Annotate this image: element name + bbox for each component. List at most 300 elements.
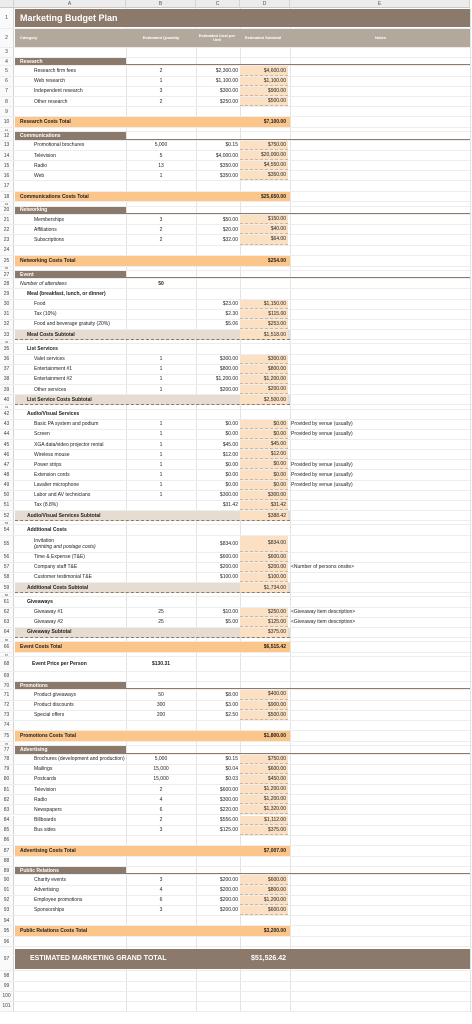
item-label[interactable]: Company staff T&E [34, 564, 78, 571]
row-number[interactable]: 94 [0, 916, 14, 925]
item-quantity[interactable]: 50 [158, 691, 164, 698]
item-label[interactable]: Sponsorships [34, 907, 65, 914]
item-label[interactable]: Affiliations [34, 226, 57, 233]
row-number[interactable]: 74 [0, 721, 14, 730]
row-number[interactable]: 5 [0, 66, 14, 75]
total-value[interactable]: $6,515.42 [263, 644, 286, 651]
item-cost[interactable]: $20.00 [222, 226, 238, 233]
item-label[interactable]: Special offers [34, 712, 65, 719]
item-cost[interactable]: $2.50 [225, 712, 238, 719]
row-number[interactable]: 33 [0, 330, 14, 339]
subtotal-value[interactable]: $2,500.00 [240, 395, 288, 404]
item-subtotal[interactable]: $4,600.00 [240, 66, 288, 75]
item-label[interactable]: Entertainment #1 [34, 366, 73, 373]
item-subtotal[interactable]: $375.00 [240, 826, 288, 835]
row-number[interactable]: 90 [0, 875, 14, 884]
item-label[interactable]: Radio [34, 162, 48, 169]
item-label[interactable]: Billboards [34, 817, 56, 824]
total-value[interactable]: $7,100.00 [263, 119, 286, 126]
item-label[interactable]: Basic PA system and podium [34, 421, 99, 428]
item-cost[interactable]: $200.00 [219, 386, 238, 393]
item-subtotal[interactable]: $40.00 [240, 225, 288, 234]
total-value[interactable]: $1,800.00 [263, 732, 286, 739]
item-quantity[interactable]: 4 [159, 887, 163, 894]
row-number[interactable]: 13 [0, 141, 14, 150]
item-quantity[interactable]: 1 [159, 386, 163, 393]
item-note[interactable]: <Number of persons onsite> [291, 564, 355, 571]
row-number[interactable]: 47 [0, 460, 14, 469]
item-quantity[interactable]: 13 [158, 162, 164, 169]
subsection-title[interactable]: Meal (breakfast, lunch, or dinner) [27, 291, 106, 298]
row-number[interactable]: 56 [0, 553, 14, 562]
row-number[interactable]: 68 [0, 657, 14, 671]
item-cost[interactable]: $800.00 [219, 366, 238, 373]
row-number[interactable]: 63 [0, 618, 14, 627]
row-number[interactable]: 82 [0, 795, 14, 804]
item-label[interactable]: Research firm fees [34, 68, 76, 75]
item-quantity[interactable]: 3 [159, 216, 163, 223]
item-subtotal[interactable]: $450.00 [240, 775, 288, 784]
subtotal-label[interactable]: Audio/Visual Services Subtotal [27, 512, 101, 519]
row-number[interactable]: 93 [0, 906, 14, 915]
item-subtotal[interactable]: $250.00 [240, 608, 288, 617]
column-header-b[interactable]: B [126, 0, 196, 8]
row-number[interactable]: 38 [0, 375, 14, 384]
attendees-value[interactable]: 50 [158, 280, 164, 287]
item-quantity[interactable]: 1 [159, 461, 163, 468]
item-cost[interactable]: $250.00 [219, 98, 238, 105]
item-subtotal[interactable]: $45.00 [240, 440, 288, 449]
item-cost[interactable]: $220.00 [219, 806, 238, 813]
item-cost[interactable]: $2,300.00 [215, 68, 238, 75]
total-value[interactable]: $25,650.00 [260, 193, 286, 200]
item-label[interactable]: Bus sides [34, 827, 56, 834]
item-subtotal[interactable]: $500.00 [240, 97, 288, 106]
item-quantity[interactable]: 1 [159, 421, 163, 428]
item-quantity[interactable]: 1 [159, 376, 163, 383]
item-subtotal[interactable]: $0.00 [240, 481, 288, 490]
row-number[interactable]: 92 [0, 896, 14, 905]
row-number[interactable]: 25 [0, 256, 14, 266]
row-number[interactable]: 34 [0, 340, 14, 343]
item-quantity[interactable]: 1 [159, 366, 163, 373]
item-label[interactable]: Television [34, 152, 56, 159]
row-number[interactable]: 32 [0, 320, 14, 329]
item-label[interactable]: Web [34, 172, 45, 179]
item-cost[interactable]: $0.15 [225, 142, 238, 149]
total-label[interactable]: Promotions Costs Total [20, 732, 77, 739]
row-number[interactable]: 14 [0, 151, 14, 160]
item-subtotal[interactable]: $300.00 [240, 355, 288, 364]
row-number[interactable]: 36 [0, 355, 14, 364]
item-subtotal[interactable]: $800.00 [240, 886, 288, 895]
row-number[interactable]: 42 [0, 410, 14, 419]
item-label[interactable]: Memberships [34, 216, 65, 223]
row-number[interactable]: 12 [0, 132, 14, 139]
item-subtotal[interactable]: $115.00 [240, 310, 288, 319]
item-subtotal[interactable]: $750.00 [240, 141, 288, 150]
item-label[interactable]: Product giveaways [34, 691, 76, 698]
item-subtotal[interactable]: $1,112.00 [240, 816, 288, 825]
item-label[interactable]: Giveaway #2 [34, 619, 63, 626]
item-note[interactable]: Provided by venue (usually) [291, 421, 353, 428]
item-cost[interactable]: $125.00 [219, 827, 238, 834]
row-number[interactable]: 6 [0, 77, 14, 86]
item-subtotal[interactable]: $1,320.00 [240, 805, 288, 814]
item-subtotal[interactable]: $800.00 [240, 365, 288, 374]
row-number[interactable]: 2 [0, 29, 14, 47]
row-number[interactable]: 16 [0, 171, 14, 180]
item-quantity[interactable]: 15,000 [153, 776, 169, 783]
row-number[interactable]: 72 [0, 701, 14, 710]
item-label[interactable]: Screen [34, 431, 50, 438]
item-cost[interactable]: $200.00 [219, 897, 238, 904]
row-number[interactable]: 99 [0, 982, 14, 991]
row-number[interactable]: 49 [0, 481, 14, 490]
row-number[interactable]: 89 [0, 867, 14, 874]
row-number[interactable]: 65 [0, 638, 14, 641]
item-label[interactable]: Radio [34, 796, 48, 803]
column-header-e[interactable]: E [290, 0, 470, 8]
item-subtotal[interactable]: $0.00 [240, 460, 288, 469]
item-label[interactable]: Other research [34, 98, 68, 105]
row-number[interactable]: 78 [0, 755, 14, 764]
row-number[interactable]: 23 [0, 235, 14, 244]
item-quantity[interactable]: 1 [159, 492, 163, 499]
item-cost[interactable]: $0.00 [225, 421, 238, 428]
item-subtotal[interactable]: $20,000.00 [240, 151, 288, 160]
row-number[interactable]: 60 [0, 593, 14, 596]
row-number[interactable]: 55 [0, 536, 14, 552]
row-number[interactable]: 97 [0, 947, 14, 970]
item-subtotal[interactable]: $125.00 [240, 618, 288, 627]
row-number[interactable]: 66 [0, 642, 14, 652]
item-quantity[interactable]: 1 [159, 441, 163, 448]
subsection-title[interactable]: Giveaways [27, 598, 53, 605]
row-number[interactable]: 80 [0, 775, 14, 784]
item-label[interactable]: Independent research [34, 88, 83, 95]
item-subtotal[interactable]: $600.00 [240, 553, 288, 562]
total-label[interactable]: Networking Costs Total [20, 257, 76, 264]
item-label[interactable]: Extension cords [34, 472, 70, 479]
item-label[interactable]: XGA data/video projector rental [34, 441, 104, 448]
item-quantity[interactable]: 1 [159, 472, 163, 479]
item-quantity[interactable]: 2 [159, 786, 163, 793]
row-number[interactable]: 40 [0, 395, 14, 404]
row-number[interactable]: 57 [0, 563, 14, 572]
item-quantity[interactable]: 1 [159, 431, 163, 438]
item-quantity[interactable]: 3 [159, 88, 163, 95]
item-subtotal[interactable]: $1,200.00 [240, 795, 288, 804]
row-number[interactable]: 100 [0, 992, 14, 1001]
row-number[interactable]: 46 [0, 450, 14, 459]
row-number[interactable]: 54 [0, 525, 14, 534]
item-cost[interactable]: $0.00 [225, 472, 238, 479]
section-title[interactable]: Promotions [20, 682, 48, 689]
row-number[interactable]: 83 [0, 805, 14, 814]
item-cost[interactable]: $350.00 [219, 162, 238, 169]
item-subtotal[interactable]: $4,550.00 [240, 161, 288, 170]
item-quantity[interactable]: 3 [159, 877, 163, 883]
total-label[interactable]: Research Costs Total [20, 119, 71, 126]
item-subtotal[interactable]: $200.00 [240, 385, 288, 394]
row-number[interactable]: 7 [0, 87, 14, 96]
header-notes[interactable]: Notes [374, 34, 387, 40]
item-label[interactable]: Promotional brochures [34, 142, 85, 149]
item-subtotal[interactable]: $0.00 [240, 420, 288, 429]
item-cost[interactable]: $5.06 [225, 321, 238, 328]
row-number[interactable]: 87 [0, 846, 14, 856]
row-number[interactable]: 43 [0, 420, 14, 429]
total-value[interactable]: $7,007.00 [263, 847, 286, 854]
row-number[interactable]: 41 [0, 405, 14, 408]
item-label[interactable]: Valet services [34, 356, 65, 363]
item-quantity[interactable]: 5,000 [154, 756, 168, 763]
item-cost[interactable]: $0.04 [225, 766, 238, 773]
item-cost[interactable]: $12.00 [222, 451, 238, 458]
item-quantity[interactable]: 5 [159, 152, 163, 159]
row-number[interactable]: 45 [0, 440, 14, 449]
total-label[interactable]: Event Costs Total [20, 644, 62, 651]
item-cost[interactable]: $0.00 [225, 431, 238, 438]
item-quantity[interactable]: 3 [159, 907, 163, 914]
item-cost[interactable]: $200.00 [219, 877, 238, 883]
item-label[interactable]: Charity events [34, 877, 66, 883]
total-value[interactable]: $3,200.00 [263, 928, 286, 935]
row-number[interactable]: 48 [0, 470, 14, 479]
item-cost[interactable]: $200.00 [219, 564, 238, 571]
item-subtotal[interactable]: $64.00 [240, 235, 288, 244]
row-number[interactable]: 9 [0, 107, 14, 116]
row-number[interactable]: 18 [0, 192, 14, 202]
item-note[interactable]: <Giveaway item description> [291, 609, 356, 616]
subtotal-value[interactable]: $375.00 [240, 628, 288, 637]
row-number[interactable]: 70 [0, 682, 14, 689]
item-cost[interactable]: $8.00 [225, 691, 238, 698]
item-label[interactable]: Lavalier microphone [34, 482, 80, 489]
row-number[interactable]: 19 [0, 202, 14, 205]
section-title[interactable]: Public Relations [20, 867, 59, 874]
item-subtotal[interactable]: $900.00 [240, 701, 288, 710]
header-subtotal[interactable]: Estimated Subtotal [244, 34, 282, 40]
item-quantity[interactable]: 5,000 [154, 142, 168, 149]
item-cost[interactable]: $0.00 [225, 482, 238, 489]
item-label[interactable]: Postcards [34, 776, 57, 783]
item-label[interactable]: Tax (10%) [34, 311, 57, 318]
row-number[interactable]: 69 [0, 672, 14, 681]
row-number[interactable]: 11 [0, 128, 14, 131]
item-quantity[interactable]: 6 [159, 806, 163, 813]
subtotal-label[interactable]: Giveaway Subtotal [27, 629, 72, 636]
item-label[interactable]: Wireless mouse [34, 451, 70, 458]
row-number[interactable]: 62 [0, 608, 14, 617]
section-title[interactable]: Networking [20, 207, 48, 214]
item-cost[interactable]: $200.00 [219, 887, 238, 894]
row-number[interactable]: 86 [0, 836, 14, 845]
row-number[interactable]: 24 [0, 246, 14, 255]
total-label[interactable]: Communications Costs Total [20, 193, 89, 200]
section-title[interactable]: Advertising [20, 746, 48, 753]
row-number[interactable]: 67 [0, 653, 14, 656]
item-subtotal[interactable]: $12.00 [240, 450, 288, 459]
item-quantity[interactable]: 2 [159, 68, 163, 75]
row-number[interactable]: 17 [0, 181, 14, 190]
row-number[interactable]: 79 [0, 765, 14, 774]
row-number[interactable]: 20 [0, 207, 14, 214]
item-cost[interactable]: $556.00 [219, 817, 238, 824]
item-label[interactable]: Tax (8.8%) [34, 502, 58, 509]
item-subtotal[interactable]: $1,150.00 [240, 300, 288, 309]
subtotal-value[interactable]: $388.42 [240, 511, 288, 520]
row-number[interactable]: 71 [0, 690, 14, 699]
row-number[interactable]: 1 [0, 8, 14, 28]
item-quantity[interactable]: 200 [156, 712, 166, 719]
price-label[interactable]: Event Price per Person [32, 661, 87, 668]
item-quantity[interactable]: 2 [159, 817, 163, 824]
item-quantity[interactable]: 2 [159, 236, 163, 243]
item-subtotal[interactable]: $200.00 [240, 563, 288, 572]
row-number[interactable]: 76 [0, 742, 14, 745]
subtotal-label[interactable]: List Service Costs Subtotal [27, 396, 92, 403]
header-category[interactable]: Category [20, 34, 38, 40]
item-cost[interactable]: $23.00 [222, 301, 238, 308]
item-cost[interactable]: $600.00 [219, 554, 238, 561]
item-label[interactable]: Newspapers [34, 806, 62, 813]
item-subtotal[interactable]: $1,100.00 [240, 77, 288, 86]
row-number[interactable]: 77 [0, 746, 14, 753]
item-subtotal[interactable]: $600.00 [240, 906, 288, 915]
grand-total-label[interactable]: ESTIMATED MARKETING GRAND TOTAL [30, 955, 167, 963]
row-number[interactable]: 15 [0, 161, 14, 170]
row-number[interactable]: 98 [0, 971, 14, 980]
item-cost[interactable]: $50.00 [222, 216, 238, 223]
item-quantity[interactable]: 4 [159, 796, 163, 803]
item-cost[interactable]: $834.00 [219, 540, 238, 547]
row-number[interactable]: 29 [0, 289, 14, 298]
item-quantity[interactable]: 25 [158, 609, 164, 616]
row-number[interactable]: 53 [0, 521, 14, 524]
item-cost[interactable]: $300.00 [219, 356, 238, 363]
item-subtotal[interactable]: $350.00 [240, 171, 288, 180]
row-number[interactable]: 22 [0, 225, 14, 234]
item-note[interactable]: Provided by venue (usually) [291, 472, 353, 479]
item-cost[interactable]: $4,000.00 [215, 152, 238, 159]
item-quantity[interactable]: 1 [159, 356, 163, 363]
item-quantity[interactable]: 1 [159, 78, 163, 85]
item-cost[interactable]: $300.00 [219, 796, 238, 803]
item-label[interactable]: Time & Expense (T&E) [34, 554, 85, 561]
item-note[interactable]: Provided by venue (usually) [291, 482, 353, 489]
item-cost[interactable]: $0.15 [225, 756, 238, 763]
item-subtotal[interactable]: $1,200.00 [240, 896, 288, 905]
row-number[interactable]: 64 [0, 628, 14, 637]
item-cost[interactable]: $600.00 [219, 786, 238, 793]
row-number[interactable]: 101 [0, 1002, 14, 1011]
column-header-d[interactable]: D [240, 0, 290, 8]
row-number[interactable]: 59 [0, 583, 14, 592]
row-number[interactable]: 37 [0, 365, 14, 374]
item-cost[interactable]: $10.00 [222, 609, 238, 616]
item-subtotal[interactable]: $600.00 [240, 875, 288, 884]
item-cost[interactable]: $0.00 [225, 461, 238, 468]
row-number[interactable]: 88 [0, 857, 14, 866]
item-label[interactable]: Other services [34, 386, 67, 393]
item-label[interactable]: Brochures (development and production) [34, 756, 125, 763]
item-label[interactable] [16, 536, 126, 552]
row-number[interactable]: 35 [0, 344, 14, 353]
row-number[interactable]: 52 [0, 511, 14, 520]
item-subtotal[interactable]: $400.00 [240, 690, 288, 699]
row-number[interactable]: 50 [0, 491, 14, 500]
item-cost[interactable]: $350.00 [219, 172, 238, 179]
item-cost[interactable]: $31.42 [222, 502, 238, 509]
item-subtotal[interactable]: $300.00 [240, 491, 288, 500]
item-label[interactable]: Giveaway #1 [34, 609, 63, 616]
column-header-c[interactable]: C [196, 0, 240, 8]
header-cost[interactable]: Estimated Cost per Unit [198, 32, 236, 42]
item-cost[interactable]: $200.00 [219, 907, 238, 914]
item-note[interactable]: <Giveaway item description> [291, 619, 356, 626]
row-number[interactable]: 28 [0, 279, 14, 288]
item-note[interactable]: Provided by venue (usually) [291, 461, 353, 468]
item-label[interactable]: Power strips [34, 461, 62, 468]
item-subtotal[interactable]: $253.00 [240, 320, 288, 329]
subtotal-value[interactable]: $1,518.00 [240, 330, 288, 339]
item-quantity[interactable]: 15,000 [153, 766, 169, 773]
item-cost[interactable]: $5.00 [225, 619, 238, 626]
row-number[interactable]: 75 [0, 731, 14, 741]
price-value[interactable]: $130.31 [151, 661, 171, 668]
item-label[interactable]: Entertainment #2 [34, 376, 73, 383]
item-cost[interactable]: $0.03 [225, 776, 238, 783]
row-number[interactable]: 95 [0, 926, 14, 936]
item-quantity[interactable]: 3 [159, 827, 163, 834]
row-number[interactable]: 85 [0, 826, 14, 835]
item-quantity[interactable]: 2 [159, 226, 163, 233]
item-cost[interactable]: $100.00 [219, 574, 238, 581]
row-number[interactable]: 39 [0, 385, 14, 394]
item-label[interactable]: Product discounts [34, 702, 74, 709]
total-label[interactable]: Public Relations Costs Total [20, 928, 88, 935]
subtotal-label[interactable]: Meal Costs Subtotal [27, 331, 75, 338]
item-label[interactable]: Food [34, 301, 46, 308]
item-cost[interactable]: $1,200.00 [215, 376, 238, 383]
item-subtotal[interactable]: $1,200.00 [240, 375, 288, 384]
item-note[interactable]: Provided by venue (usually) [291, 431, 353, 438]
item-subtotal[interactable]: $0.00 [240, 430, 288, 439]
item-cost[interactable]: $32.00 [222, 236, 238, 243]
item-label[interactable]: Employee promotions [34, 897, 83, 904]
item-quantity[interactable]: 2 [159, 98, 163, 105]
row-number[interactable]: 61 [0, 597, 14, 606]
item-label[interactable]: Web research [34, 78, 66, 85]
row-number[interactable]: 51 [0, 501, 14, 510]
item-cost[interactable]: $2.30 [225, 311, 238, 318]
total-value[interactable]: $254.00 [267, 257, 286, 264]
item-label[interactable]: Television [34, 786, 56, 793]
row-number[interactable]: 30 [0, 300, 14, 309]
item-cost[interactable]: $3.00 [225, 702, 238, 709]
item-cost[interactable]: $1,100.00 [215, 78, 238, 85]
item-subtotal[interactable]: $100.00 [240, 573, 288, 582]
item-quantity[interactable]: 1 [159, 451, 163, 458]
item-label[interactable]: Mailings [34, 766, 53, 773]
item-subtotal[interactable]: $834.00 [240, 536, 288, 552]
grand-total-value[interactable]: $51,526.42 [250, 955, 286, 963]
item-quantity[interactable]: 25 [158, 619, 164, 626]
row-number[interactable]: 26 [0, 267, 14, 270]
row-number[interactable]: 58 [0, 573, 14, 582]
